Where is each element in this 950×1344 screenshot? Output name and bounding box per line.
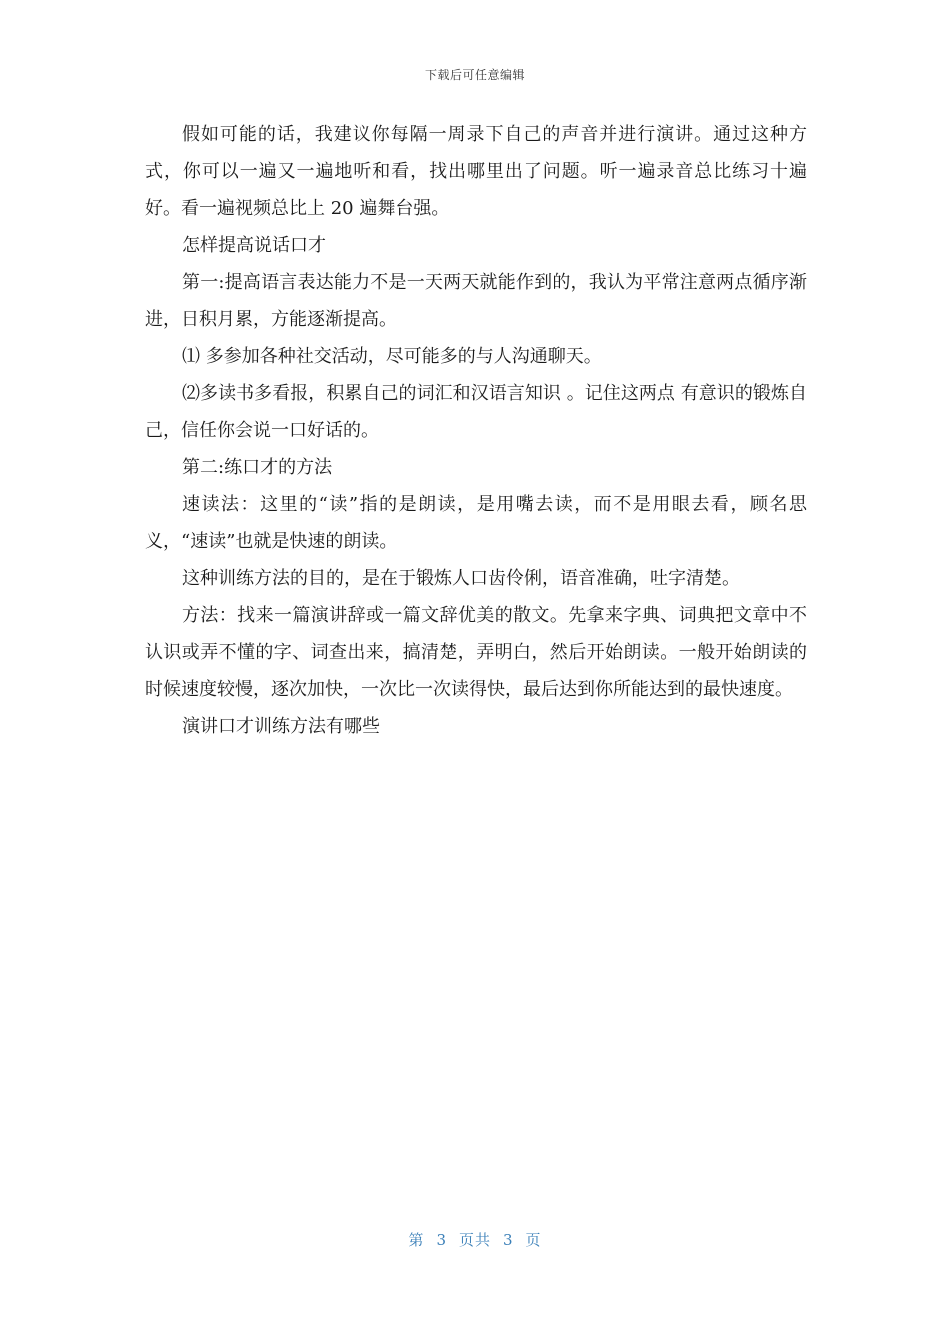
document-body <box>145 116 807 745</box>
footer-prefix: 第 <box>408 1231 425 1249</box>
list-item: ⑵多读书多看报，积累自己的词汇和汉语言知识 。记住这两点 有意识的锻炼自己，信任你会说一口好话的。 <box>145 383 807 441</box>
section-heading: 怎样提高说话口才 <box>182 235 326 256</box>
page-header: 下载后可任意编辑 <box>424 68 525 82</box>
list-item: ⑴ 多参加各种社交活动，尽可能多的与人沟通聊天。 <box>182 346 602 367</box>
paragraph: 第一:提高语言表达能力不是一天两天就能作到的，我认为平常注意两点循序渐进，日积月累，方能逐渐提高。 <box>145 272 807 330</box>
footer-total-pages: 3 <box>503 1231 514 1249</box>
paragraph: 假如可能的话，我建议你每隔一周录下自己的声音并进行演讲。通过这种方式，你可以一遍又一遍地听和看，找出哪里出了问题。听一遍录音总比练习十遍好。看一遍视频总比上 20 遍舞台强。 <box>145 124 807 219</box>
paragraph: 这种训练方法的目的，是在于锻炼人口齿伶俐，语音准确，吐字清楚。 <box>182 568 740 589</box>
paragraph: 速读法：这里的“读”指的是朗读，是用嘴去读，而不是用眼去看，顾名思义，“速读”也就是快速的朗读。 <box>145 494 807 552</box>
section-heading: 演讲口才训练方法有哪些 <box>182 716 380 737</box>
page-number-footer <box>0 1229 950 1250</box>
paragraph: 方法：找来一篇演讲辞或一篇文辞优美的散文。先拿来字典、词典把文章中不认识或弄不懂的字、词查出来，搞清楚，弄明白，然后开始朗读。一般开始朗读的时候速度较慢，逐次加快，一次比一次读得快，最后达到你所能达到的最快速度。 <box>145 605 807 700</box>
section-heading: 第二:练口才的方法 <box>182 457 333 478</box>
footer-middle: 页共 <box>458 1231 491 1249</box>
footer-suffix: 页 <box>525 1231 542 1249</box>
footer-current-page: 3 <box>436 1231 447 1249</box>
